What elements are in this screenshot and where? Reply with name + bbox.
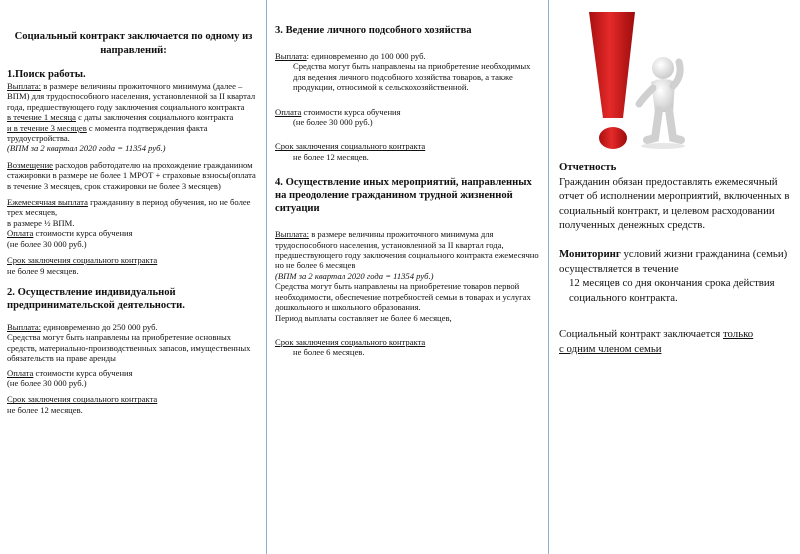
funds-text: Средства могут быть направлены на приобретение товаров первой необходимости, обеспечение потребностей семьи в товарах и услугах дошкольного и школьного образования. xyxy=(275,281,531,313)
payout-label: Выплата: xyxy=(7,81,42,91)
training-label: Оплата xyxy=(7,367,34,378)
training-text: стоимости курса обучения xyxy=(33,228,133,239)
exclamation-icon xyxy=(559,0,791,160)
section-2-heading: 2. Осуществление индивидуальной предпринимательской деятельности. xyxy=(7,286,185,311)
monthly-payment-label: Ежемесячная выплата xyxy=(7,197,88,208)
payout-term-2-text: с момента подтверждения факта трудоустройства. xyxy=(7,122,208,144)
column-right xyxy=(549,0,800,554)
payout-term-1: в течение 1 месяца xyxy=(7,112,76,123)
training-limit: (не более 30 000 руб.) xyxy=(293,117,373,128)
term-label: Срок заключения социального контракта xyxy=(275,336,426,347)
term-label: Срок заключения социального контракта xyxy=(275,141,426,152)
vpm-note: (ВПМ за 2 квартал 2020 года = 11354 руб.) xyxy=(7,143,166,154)
term-label: Срок заключения социального контракта xyxy=(7,255,158,266)
column-middle xyxy=(267,0,548,554)
payout-term-1-text: с даты заключения социального контракта xyxy=(75,112,234,123)
training-limit: (не более 30 000 руб.) xyxy=(7,238,87,249)
payout-term-2: и в течение 3 месяцев xyxy=(7,122,87,133)
training-text: стоимости курса обучения xyxy=(33,367,133,378)
section-4-heading: 4. Осуществление иных мероприятий, направленных на преодоление гражданином трудной жизненной ситуации xyxy=(275,177,532,215)
reimbursement-label: Возмещение xyxy=(7,159,53,170)
report-heading: Отчетность xyxy=(559,161,617,173)
exclamation-illustration xyxy=(559,0,792,160)
term-label: Срок заключения социального контракта xyxy=(7,394,158,405)
monthly-payment-amount: в размере ½ ВПМ. xyxy=(7,217,75,228)
training-text: стоимости курса обучения xyxy=(301,106,401,117)
monitor-text-2: 12 месяцев со дня окончания срока действия социального контракта. xyxy=(569,277,775,304)
payout-text: единовременно до 250 000 руб. xyxy=(41,321,158,332)
report-text: Гражданин обязан предоставлять ежемесячный отчет об исполнении мероприятий, включенных в социальный контракт, и целевом расходовании полученных денежных средств. xyxy=(559,175,790,232)
funds-text: Средства могут быть направлены на приобретение основных средств, материально-производственных запасов, имущественных обязательств на праве аренды xyxy=(7,332,251,364)
brochure-title: Социальный контракт заключается по одному из направлений: xyxy=(14,31,253,56)
monitor-heading: Мониторинг xyxy=(559,247,621,260)
payout-label: Выплата: xyxy=(7,321,42,332)
section-1-heading: 1.Поиск работы. xyxy=(7,69,86,80)
term-value: не более 12 месяцев. xyxy=(293,151,369,162)
section-3-heading: 3. Ведение личного подсобного хозяйства xyxy=(275,25,472,36)
contract-only: только xyxy=(722,328,754,341)
training-label: Оплата xyxy=(275,106,302,117)
term-value: не более 6 месяцев. xyxy=(293,347,365,358)
term-value: не более 12 месяцев. xyxy=(7,404,83,415)
reimbursement-text: расходов работодателю на прохождение гражданином стажировки в размере не более 1 МРОТ + страховые взносы(оплата в течение 3 месяцев, срок стажировки не более 3 месяцев) xyxy=(7,159,256,191)
funds-text: Средства могут быть направлены на приобретение необходимых для ведения личного подсобного хозяйства товаров, а также продукции, относимой к сельскохозяйственной. xyxy=(293,61,531,93)
payout-label: Выплата: xyxy=(275,229,310,240)
payout-text: : единовременно до 100 000 руб. xyxy=(306,51,426,61)
training-limit: (не более 30 000 руб.) xyxy=(7,377,87,388)
payout-text: в размере величины прожиточного минимума (далее – ВПМ) для трудоспособного населения, установленной за II квартал года, предшествующего году заключения социального контракта xyxy=(7,81,256,112)
training-label: Оплата xyxy=(7,228,34,239)
payout-text: в размере величины прожиточного минимума для трудоспособного населения, установленной за II квартал года, предшествующего году заключения социального контракта ежемесячно но не более 6 месяцев xyxy=(275,229,539,271)
vpm-note: (ВПМ за 2 квартал 2020 года = 11354 руб.) xyxy=(275,270,434,281)
column-left xyxy=(0,0,266,554)
contract-text: Социальный контракт заключается xyxy=(559,328,723,341)
term-value: не более 9 месяцев. xyxy=(7,265,79,276)
monitor-text: условий жизни гражданина (семьи) осуществляется в течение xyxy=(559,247,788,275)
contract-one-member: с одним членом семьи xyxy=(559,342,662,355)
monthly-payment-text: гражданину в период обучения, но не более трех месяцев, xyxy=(7,197,251,218)
period-text: Период выплаты составляет не более 6 месяцев, xyxy=(275,312,452,323)
payout-label: Выплата xyxy=(275,51,307,61)
